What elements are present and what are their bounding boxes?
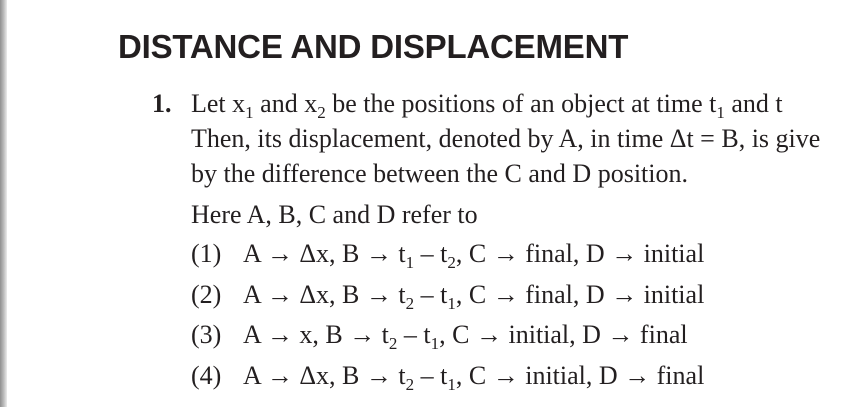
page-edge-shadow (0, 0, 7, 407)
option-label: (1) (191, 239, 222, 268)
section-heading: DISTANCE AND DISPLACEMENT (118, 28, 629, 65)
answer-option-3[interactable]: (3) A → x, $B \to t_2 - t_1$, C → initial, D → final (191, 320, 688, 353)
answer-option-4[interactable]: (4) A → Δx, $B \to t_2 - t_1$, C → initial, D → final (191, 361, 705, 394)
option-label: (2) (191, 280, 222, 309)
question-prompt: Here A, B, C and D refer to (191, 200, 478, 229)
question-line-2: Then, its displacement, denoted by A, in time Δt = B, is give (191, 124, 821, 153)
question-line-1: Let $x_1$ and $x_2$ be the positions of an object at time $t_1$ and t (191, 89, 783, 122)
answer-option-2[interactable]: (2) A → Δx, $B \to t_2 - t_1$, C → final, D → initial (191, 280, 705, 313)
answer-option-1[interactable]: (1) A → Δx, $B \to t_1 - t_2$, C → final, D → initial (191, 239, 705, 272)
option-label: (3) (191, 320, 222, 349)
question-number: 1. (152, 89, 172, 118)
question-line-3: by the difference between the C and D position. (191, 159, 688, 188)
option-label: (4) (191, 361, 222, 390)
